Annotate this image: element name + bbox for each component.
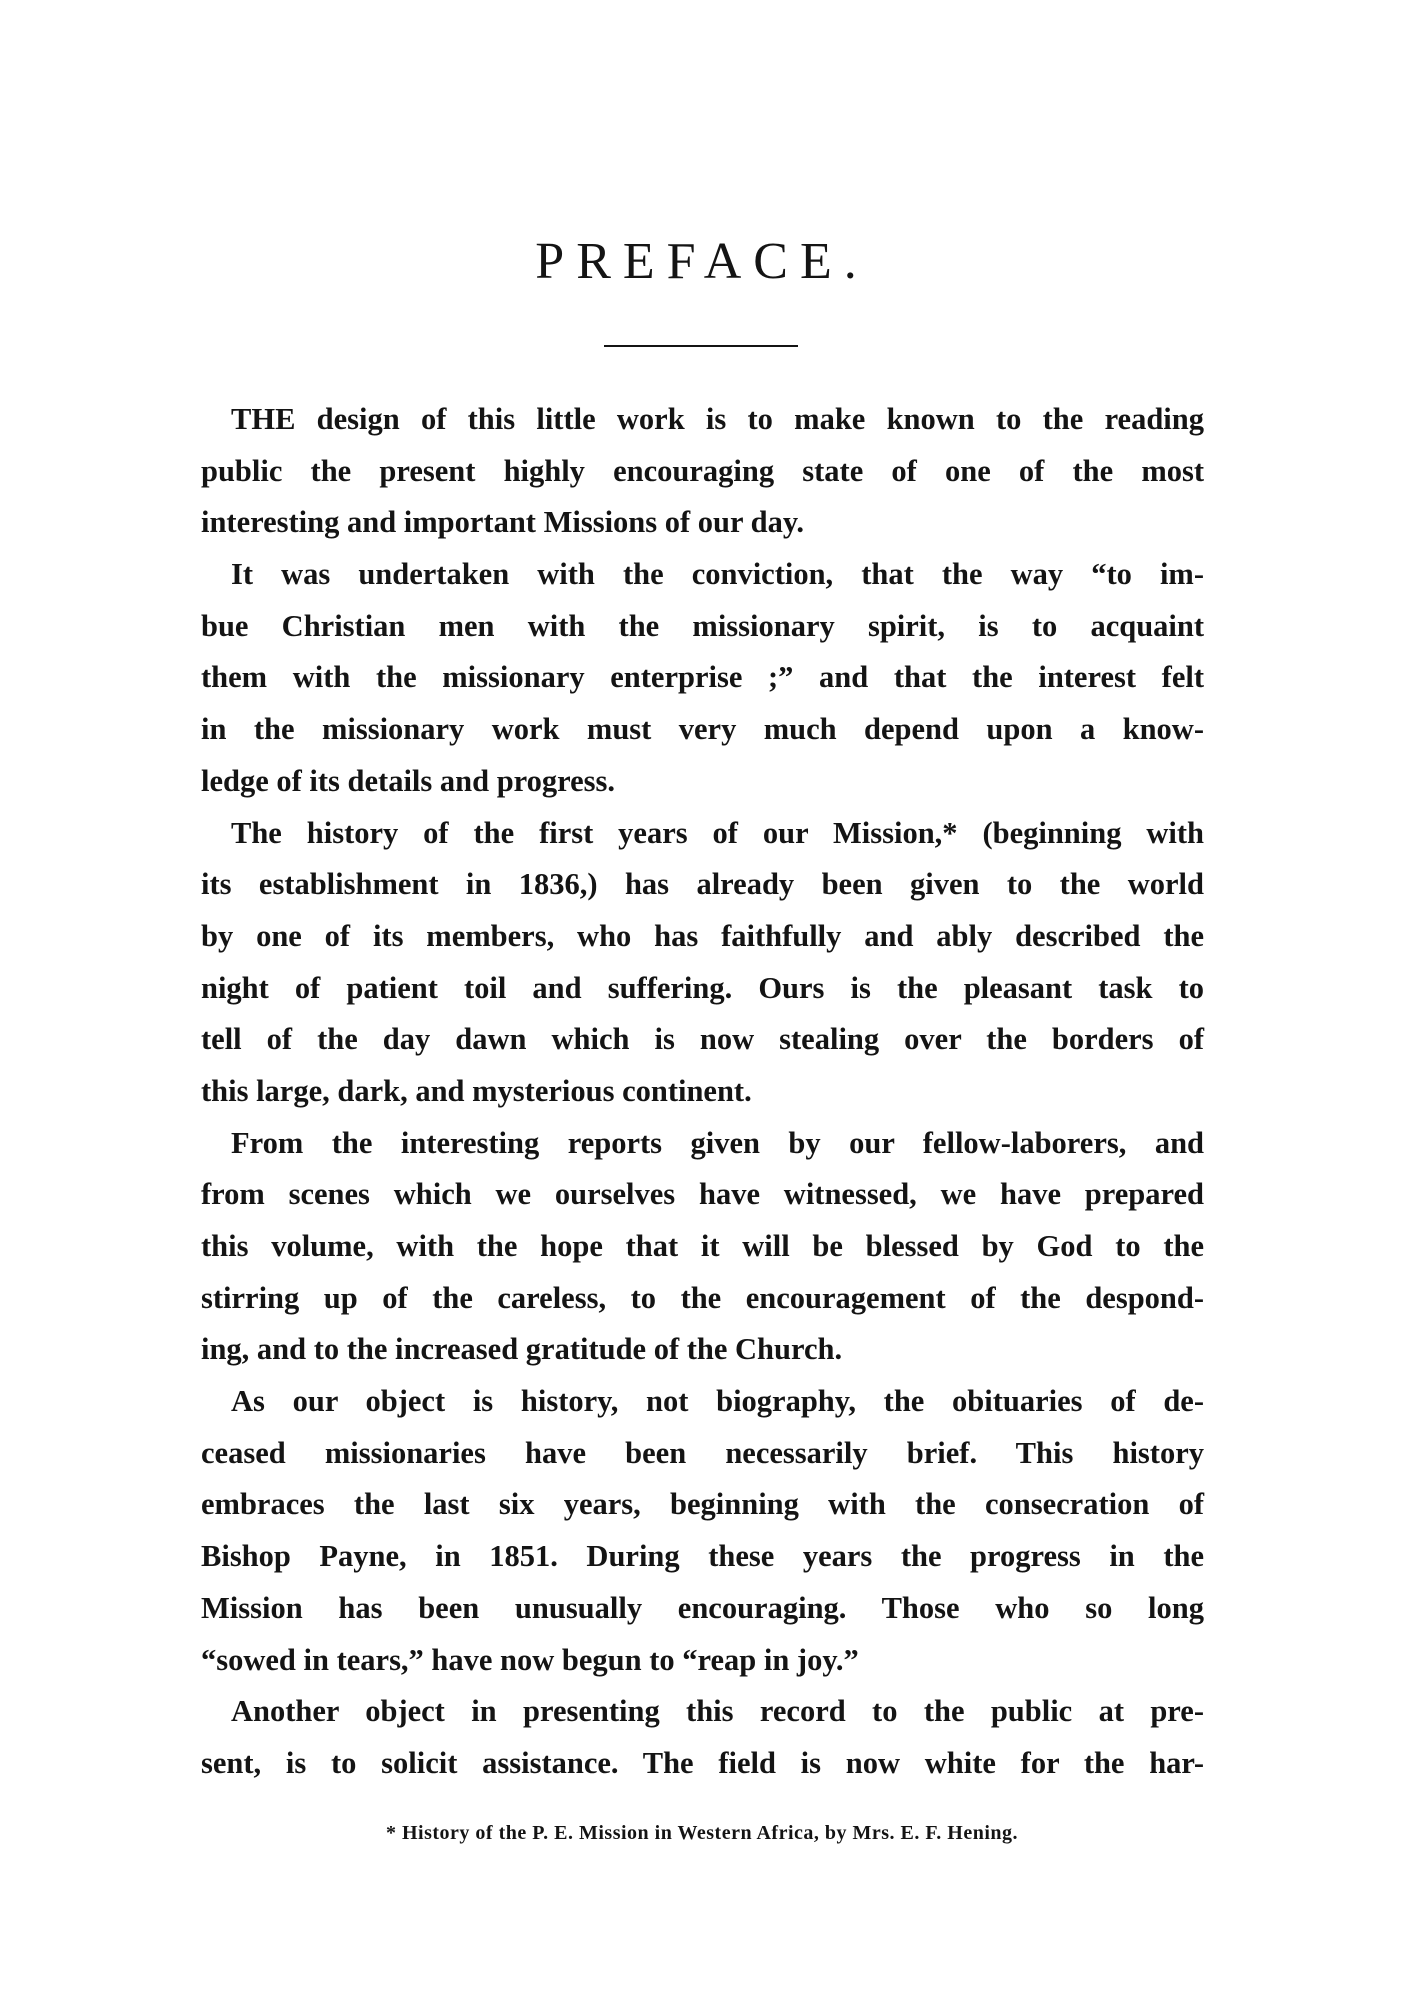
- text-line: its establishment in 1836,) has already been given to the world: [201, 867, 1204, 902]
- text-line: in the missionary work must very much depend upon a know-: [201, 712, 1204, 747]
- text-line: THE design of this little work is to make known to the reading: [231, 402, 1204, 436]
- paragraph: [201, 394, 1204, 549]
- text-line: Another object in presenting this record to the public at pre-: [231, 1694, 1204, 1729]
- preface-body: [201, 394, 1204, 1790]
- text-line: Mission has been unusually encouraging. Those who so long: [201, 1590, 1204, 1625]
- text-line: night of patient toil and suffering. Ours is the pleasant task to: [201, 970, 1204, 1005]
- text-line: Bishop Payne, in 1851. During these years the progress in the: [201, 1539, 1204, 1574]
- text-line: this large, dark, and mysterious continent.: [201, 1073, 752, 1108]
- paragraph: [201, 1686, 1204, 1789]
- paragraph: [201, 1118, 1204, 1376]
- text-line: It was undertaken with the conviction, that the way “to im-: [231, 557, 1204, 592]
- text-line: ledge of its details and progress.: [201, 763, 616, 798]
- text-line: tell of the day dawn which is now stealing over the borders of: [201, 1022, 1204, 1057]
- text-line: from scenes which we ourselves have witnessed, we have prepared: [201, 1177, 1204, 1212]
- page-title: PREFACE.: [535, 233, 869, 290]
- text-line: by one of its members, who has faithfully and ably described the: [201, 918, 1204, 953]
- paragraph: [201, 549, 1204, 807]
- text-line: sent, is to solicit assistance. The field is now white for the har-: [201, 1745, 1204, 1780]
- text-line: them with the missionary enterprise ;” and that the interest felt: [201, 660, 1204, 695]
- title-divider: [604, 345, 798, 347]
- text-line: As our object is history, not biography, the obituaries of de-: [231, 1384, 1204, 1419]
- paragraph: [201, 808, 1204, 1118]
- text-line: public the present highly encouraging state of one of the most: [201, 453, 1204, 488]
- text-line: interesting and important Missions of our day.: [201, 505, 805, 540]
- text-line: ceased missionaries have been necessarily brief. This history: [201, 1435, 1204, 1470]
- text-line: embraces the last six years, beginning with the consecration of: [201, 1487, 1204, 1522]
- text-line: “sowed in tears,” have now begun to “reap in joy.”: [201, 1642, 859, 1677]
- text-line: The history of the first years of our Mission,* (beginning with: [231, 815, 1204, 850]
- text-line: bue Christian men with the missionary spirit, is to acquaint: [201, 608, 1204, 643]
- text-line: From the interesting reports given by our fellow-laborers, and: [231, 1125, 1204, 1160]
- footnote: * History of the P. E. Mission in Western Africa, by Mrs. E. F. Hening.: [386, 1822, 1018, 1844]
- text-line: ing, and to the increased gratitude of the Church.: [201, 1332, 843, 1367]
- text-line: stirring up of the careless, to the encouragement of the despond-: [201, 1280, 1204, 1315]
- paragraph: [201, 1376, 1204, 1686]
- text-line: this volume, with the hope that it will be blessed by God to the: [201, 1229, 1204, 1263]
